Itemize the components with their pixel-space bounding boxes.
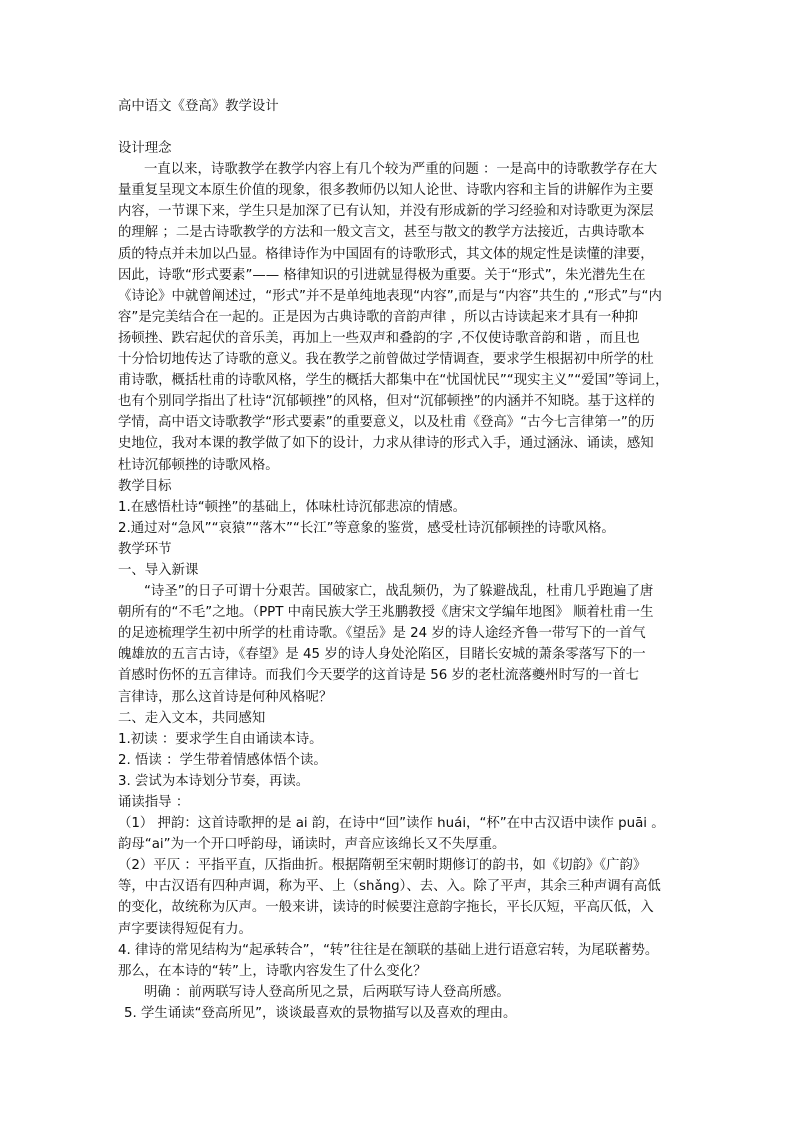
paragraph-line: 《诗论》中就曾阐述过，“形式”并不是单纯地表现“内容”,而是与“内容”共生的 ,“形式”与“内: [118, 288, 662, 304]
paragraph-line: 量重复呈现文本原生价值的现象，很多教师仍以知人论世、诗歌内容和主旨的讲解作为主要: [118, 183, 654, 199]
paragraph-line: 也有个别同学指出了杜诗“沉郁顿挫”的风格，但对“沉郁顿挫”的内涵并不知晓。基于这样的: [118, 394, 655, 410]
paragraph-line: 2. 悟读 ：学生带着情感体悟个读。: [118, 752, 327, 768]
paragraph-line: 4. 律诗的常见结构为“起承转合”，“转”往往是在颔联的基础上进行语意宕转，为尾联蓄势。: [118, 942, 659, 958]
paragraph-line: 魄雄放的五言古诗，《春望》是 45 岁的诗人身处沦陷区，目睹长安城的萧条零落写下的一: [118, 647, 646, 663]
paragraph-line: 学情，高中语文诗歌教学“形式要素”的重要意义，以及杜甫《登高》“古今七言律第一”的历: [118, 415, 655, 431]
paragraph-line: 容”是完美结合在一起的。正是因为古典诗歌的音韵声律 ，所以古诗读起来才具有一种抑: [118, 309, 639, 325]
section-heading: 教学环节: [118, 541, 172, 557]
paragraph-line: （1） 押韵：这首诗歌押的是 ai 韵，在诗中“回”读作 huái，“杯”在中古汉语中读作 puāi 。: [118, 816, 665, 832]
paragraph-line: 那么，在本诗的“转”上，诗歌内容发生了什么变化？: [118, 963, 427, 979]
section-heading: 设计理念: [118, 141, 172, 157]
paragraph-line: 3. 尝试为本诗划分节奏，再读。: [118, 773, 310, 789]
document-page: [118, 96, 684, 1024]
paragraph-line: 内容，一节课下来，学生只是加深了已有认知，并没有形成新的学习经验和对诗歌更为深层: [118, 204, 654, 220]
paragraph-line: 因此，诗歌“形式要素”—— 格律知识的引进就显得极为重要。关于“形式”，朱光潜先生在: [118, 267, 646, 283]
paragraph-line: 二、走入文本，共同感知: [118, 710, 266, 726]
paragraph-line: 杜诗沉郁顿挫的诗歌风格。: [118, 457, 279, 473]
paragraph-line: 一、导入新课: [118, 562, 199, 578]
paragraph-line: 诵读指导 ：: [118, 795, 190, 810]
paragraph-line: 十分恰切地传达了诗歌的意义。我在教学之前曾做过学情调查，要求学生根据初中所学的杜: [118, 352, 654, 368]
paragraph-line: 扬顿挫、跌宕起伏的音乐美，再加上一些双声和叠韵的字 ,不仅使诗歌音韵和谐 ，而且也: [118, 330, 640, 346]
paragraph-line: 声字要读得短促有力。: [118, 921, 252, 937]
paragraph-line: （2）平仄 ：平指平直，仄指曲折。根据隋朝至宋朝时期修订的韵书，如《切韵》《广韵》: [118, 858, 647, 874]
paragraph-line: 5. 学生诵读“登高所见”，谈谈最喜欢的景物描写以及喜欢的理由。: [124, 1005, 517, 1021]
paragraph-line: 言律诗，那么这首诗是何种风格呢？: [118, 689, 333, 705]
paragraph-line: 的理解 ；二是古诗歌教学的方法和一般文言文，甚至与散文的教学方法接近，古典诗歌本: [118, 225, 645, 241]
paragraph-line: 的变化，故统称为仄声。一般来讲，读诗的时候要注意韵字拖长，平长仄短，平高仄低，入: [118, 900, 654, 916]
paragraph-line: 首感时伤怀的五言律诗。而我们今天要学的这首诗是 56 岁的老杜流落夔州时写的一首七: [118, 668, 640, 684]
section-heading: 教学目标: [118, 478, 172, 494]
document-title: 高中语文《登高》教学设计: [118, 99, 279, 114]
paragraph-line: 明确 ：前两联写诗人登高所见之景，后两联写诗人登高所感。: [144, 984, 510, 1000]
paragraph-line: 1.在感悟杜诗“顿挫”的基础上，体味杜诗沉郁悲凉的情感。: [118, 499, 467, 515]
paragraph-line: “诗圣”的日子可谓十分艰苦。国破家亡，战乱频仍，为了躲避战乱，杜甫几乎跑遍了唐: [144, 584, 654, 600]
paragraph-line: 等，中古汉语有四种声调，称为平、上（shǎng）、去、入。除了平声，其余三种声调有高低: [118, 879, 661, 895]
paragraph-line: 朝所有的“不毛”之地。（PPT 中南民族大学王兆鹏教授《唐宋文学编年地图》 顺着杜甫一生: [118, 605, 654, 621]
paragraph-line: 韵母“ai”为一个开口呼韵母，诵读时，声音应该绵长又不失厚重。: [118, 837, 506, 853]
paragraph-line: 一直以来，诗歌教学在教学内容上有几个较为严重的问题 ：一是高中的诗歌教学存在大: [144, 162, 658, 178]
paragraph-line: 甫诗歌，概括杜甫的诗歌风格，学生的概括大都集中在“忧国忧民”“现实主义”“爱国”等词上，: [118, 373, 669, 389]
paragraph-line: 2.通过对“急风”“哀猿”“落木”“长江”等意象的鉴赏，感受杜诗沉郁顿挫的诗歌风格。: [118, 520, 615, 536]
paragraph-line: 的足迹梳理学生初中所学的杜甫诗歌。《望岳》是 24 岁的诗人途经齐鲁一带写下的一首气: [118, 626, 646, 642]
paragraph-line: 质的特点并未加以凸显。格律诗作为中国固有的诗歌形式，其文体的规定性是读懂的津要，: [118, 246, 654, 262]
paragraph-line: 史地位，我对本课的教学做了如下的设计，力求从律诗的形式入手，通过涵泳、诵读，感知: [118, 436, 654, 452]
paragraph-line: 1.初读 ：要求学生自由诵读本诗。: [118, 731, 323, 747]
document-body: [118, 138, 684, 1024]
